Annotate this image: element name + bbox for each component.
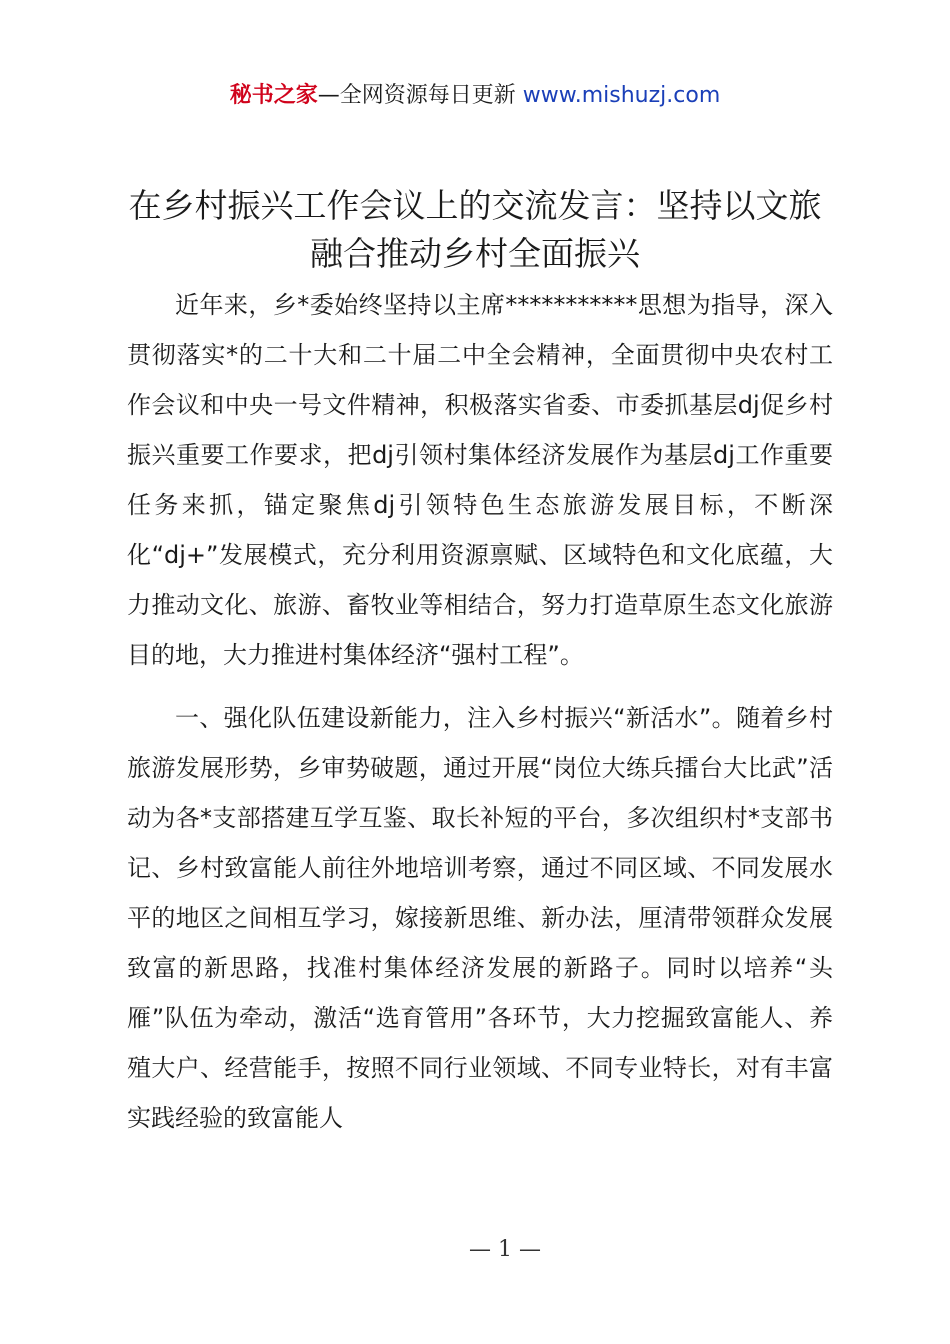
document-title: 在乡村振兴工作会议上的交流发言：坚持以文旅融合推动乡村全面振兴 [128,186,822,273]
site-banner [0,80,950,112]
paragraph-section-1: 一、强化队伍建设新能力，注入乡村振兴“新活水”。随着乡村旅游发展形势，乡审势破题，通过开展“岗位大练兵擂台大比武”活动为各*支部搭建互学互鉴、取长补短的平台，多次组织村*支部书记、乡村致富能人前往外地培训考察，通过不同区域、不同发展水平的地区之间相互学习，嫁接新思维、新办法，厘清带领群众发展致富的新思路，找准村集体经济发展的新路子。同时以培养“头雁”队伍为牵动，激活“选育管用”各环节，大力挖掘致富能人、养殖大户、经营能手，按照不同行业领域、不同专业特长，对有丰富实践经验的致富能人 [127,704,833,1132]
paragraph-intro: 近年来，乡*委始终坚持以主席***********思想为指导，深入贯彻落实*的二十大和二十届二中全会精神，全面贯彻中央农村工作会议和中央一号文件精神，积极落实省委、市委抓基层dj促乡村振兴重要工作要求，把dj引领村集体经济发展作为基层dj工作重要任务来抓，锚定聚焦dj引领特色生态旅游发展目标，不断深化“dj+”发展模式，充分利用资源禀赋、区域特色和文化底蕴，大力推动文化、旅游、畜牧业等相结合，努力打造草原生态文化旅游目的地，大力推进村集体经济“强村工程”。 [127,291,833,669]
page-number: — 1 — [469,1237,541,1262]
document-body [127,280,833,1143]
site-brand: 秘书之家 [229,83,318,108]
site-tagline: —全网资源每日更新 [317,83,516,108]
site-url-link[interactable]: www.mishuzj.com [522,83,721,108]
